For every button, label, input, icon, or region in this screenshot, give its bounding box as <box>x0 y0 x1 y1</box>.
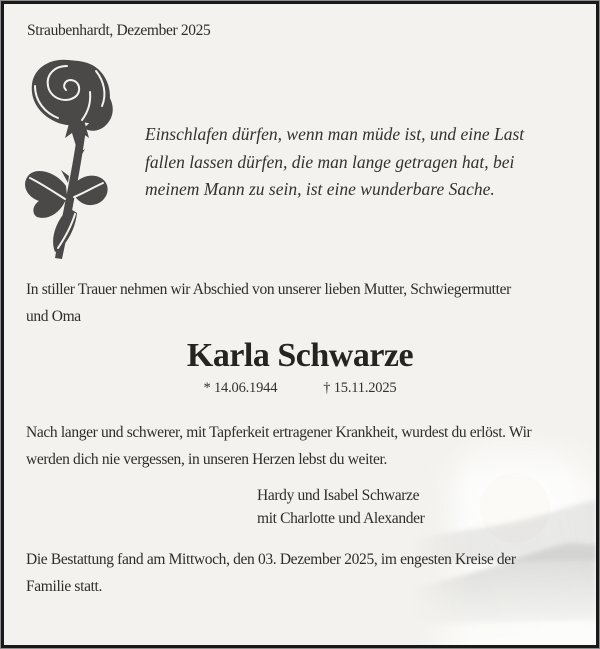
memorial-quote <box>145 121 524 204</box>
intro-line: In stiller Trauer nehmen wir Abschied von unserer lieben Mutter, Schwiegermutter <box>26 281 511 298</box>
mourners-block <box>257 484 424 530</box>
intro-paragraph <box>26 276 511 330</box>
funeral-line: Familie statt. <box>26 578 103 595</box>
funeral-notice <box>26 546 516 600</box>
deceased-name: Karla Schwarze <box>186 337 414 374</box>
eulogy-line: Nach langer und schwerer, mit Tapferkeit ertragener Krankheit, wurdest du erlöst. Wir <box>26 424 532 441</box>
mourners-line: mit Charlotte und Alexander <box>257 510 425 527</box>
eulogy-paragraph <box>26 419 531 473</box>
mourners-line: Hardy und Isabel Schwarze <box>257 487 420 504</box>
death-date: † 15.11.2025 <box>323 380 397 396</box>
quote-line: meinem Mann zu sein, ist eine wunderbare Sache. <box>145 179 495 199</box>
quote-line: Einschlafen dürfen, wenn man müde ist, und eine Last <box>145 124 525 144</box>
rose-illustration <box>22 56 122 261</box>
eulogy-line: werden dich nie vergessen, in unseren Herzen lebst du weiter. <box>26 451 387 468</box>
intro-line: und Oma <box>26 308 81 325</box>
deceased-name-block <box>0 337 600 375</box>
dateline: Straubenhardt, Dezember 2025 <box>27 22 211 39</box>
rose-icon <box>22 56 122 261</box>
funeral-line: Die Bestattung fand am Mittwoch, den 03. Dezember 2025, im engesten Kreise der <box>26 551 516 568</box>
birth-date: * 14.06.1944 <box>203 380 278 396</box>
life-dates <box>0 380 600 397</box>
quote-line: fallen lassen dürfen, die man lange getragen hat, bei <box>145 151 515 172</box>
